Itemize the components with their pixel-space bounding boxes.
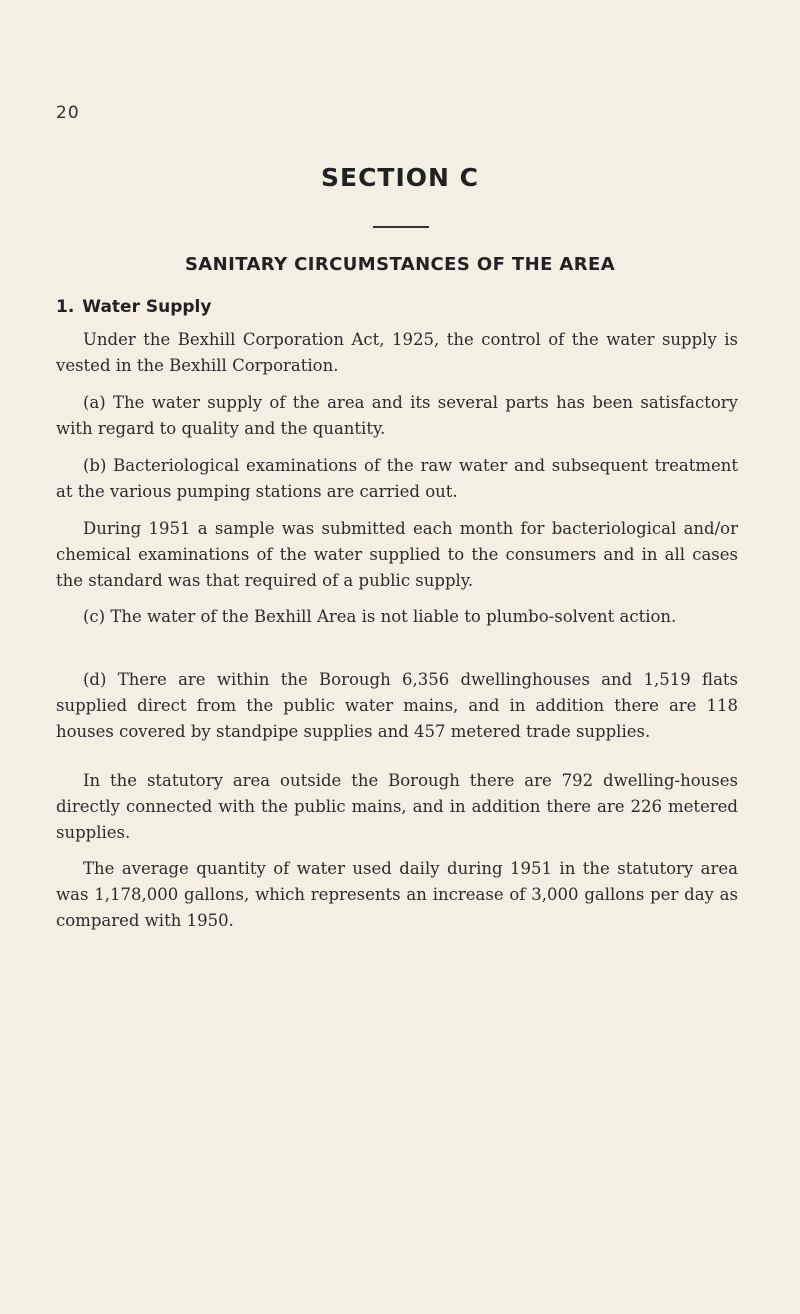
section-subtitle: SANITARY CIRCUMSTANCES OF THE AREA xyxy=(184,254,616,275)
subsection-number: 1. xyxy=(56,297,75,317)
paragraph-c: (c) The water of the Bexhill Area is not liable to plumbo-solvent action. xyxy=(83,607,677,626)
page-number: 20 xyxy=(56,103,80,123)
subsection-title: Water Supply xyxy=(82,297,212,317)
section-title: SECTION C xyxy=(320,163,479,192)
paragraph-average-quantity: The average quantity of water used daily during 1951 in the statutory area was 1,178,000 gallons, which represents an increase of 3,000 gallons per day as compared with 1950. xyxy=(56,859,738,930)
subsection-heading xyxy=(56,297,211,317)
section-divider xyxy=(373,226,429,228)
paragraph-act: Under the Bexhill Corporation Act, 1925, the control of the water supply is vested in the Bexhill Corporation. xyxy=(56,330,738,375)
paragraph-a: (a) The water supply of the area and its several parts has been satisfactory with regard to quality and the quantity. xyxy=(56,393,738,438)
paragraph-statutory-area: In the statutory area outside the Borough there are 792 dwelling-houses directly connected with the public mains, and in addition there are 226 metered supplies. xyxy=(56,771,738,842)
paragraph-b: (b) Bacteriological examinations of the raw water and subsequent treatment at the various pumping stations are carried out. xyxy=(56,456,738,501)
paragraph-sampling: During 1951 a sample was submitted each month for bacteriological and/or chemical examinations of the water supplied to the consumers and in all cases the standard was that required of a public supply. xyxy=(56,519,738,590)
paragraph-d: (d) There are within the Borough 6,356 dwellinghouses and 1,519 flats supplied direct from the public water mains, and in addition there are 118 houses covered by standpipe supplies and 457 metered trade supplies. xyxy=(56,670,738,741)
